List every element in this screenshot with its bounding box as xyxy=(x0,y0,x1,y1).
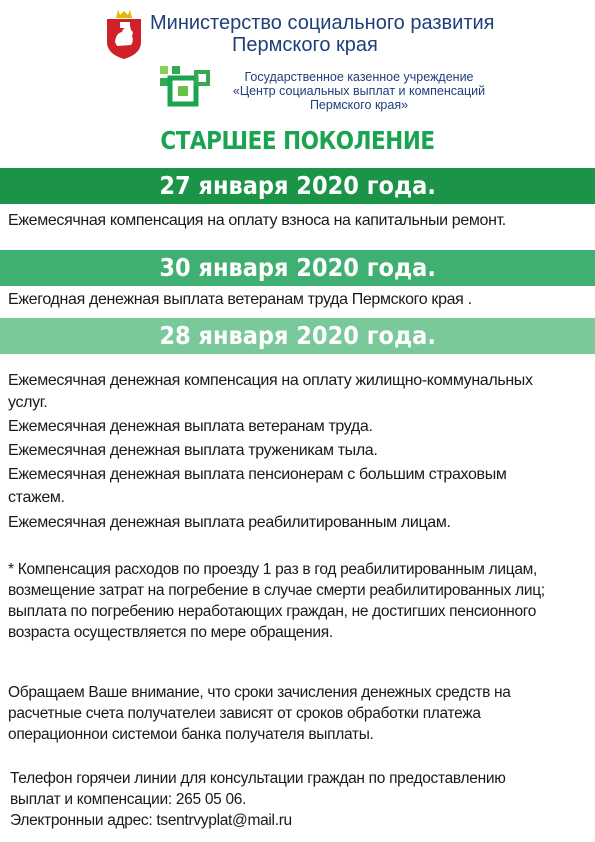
footnote-line: возмещение затрат на погребение в случае смерти реабилитированных лиц; xyxy=(8,582,545,599)
footnote-line: возраста осуществляется по мере обращения. xyxy=(8,624,333,641)
ministry-name xyxy=(150,12,530,56)
footnote-line: * Компенсация расходов по проезду 1 раз в год реабилитированным лицам, xyxy=(8,561,538,578)
footnote xyxy=(8,559,588,643)
payment-item: Ежемесячная денежная выплата реабилитированным лицам. xyxy=(8,514,451,531)
center-line-2: «Центр социальных выплат и компенсаций xyxy=(232,84,486,98)
center-line-3: Пермского края» xyxy=(309,98,409,112)
payment-item: Ежемесячная денежная компенсация на оплату жилищно-коммунальных xyxy=(8,372,533,389)
date-band-3-label: 28 января 2020 года. xyxy=(159,321,436,350)
payment-item: Ежемесячная денежная выплата пенсионерам с большим страховым xyxy=(8,466,507,483)
center-logo xyxy=(158,64,214,108)
ministry-line-2: Пермского края xyxy=(232,34,378,56)
notice xyxy=(8,682,588,745)
payment-item: Ежемесячная денежная выплата труженикам тыла. xyxy=(8,442,378,459)
date-band-2 xyxy=(0,250,595,286)
email-line: Электронныи адрес: tsentrvyplat@mail.ru xyxy=(10,812,292,829)
notice-line: расчетные счета получателеи зависят от сроков обработки платежа xyxy=(8,705,481,722)
footnote-line: выплата по погребению неработающих граждан, не достигших пенсионного xyxy=(8,603,537,620)
payment-item: услуг. xyxy=(8,394,48,411)
notice-line: Обращаем Ваше внимание, что сроки зачисления денежных средств на xyxy=(8,684,511,701)
payment-item: Ежемесячная компенсация на оплату взноса на капитальныи ремонт. xyxy=(8,212,506,229)
contacts xyxy=(10,768,590,831)
payment-item: Ежемесячная денежная выплата ветеранам труда. xyxy=(8,418,373,435)
date-band-1 xyxy=(0,168,595,204)
center-line-1: Государственное казенное учреждение xyxy=(244,70,474,84)
ministry-line-1: Министерство социального развития xyxy=(150,12,495,34)
date-band-1-label: 27 января 2020 года. xyxy=(159,171,436,200)
payment-item: Ежегодная денежная выплата ветеранам труда Пермского края . xyxy=(8,291,472,308)
notice-line: операционнои системои банка получателя выплаты. xyxy=(8,726,374,743)
perm-coat-of-arms-logo xyxy=(104,8,144,60)
hotline-line: выплат и компенсации: 265 05 06. xyxy=(10,791,247,808)
page-title: СТАРШЕЕ ПОКОЛЕНИЕ xyxy=(160,126,435,155)
date-band-2-label: 30 января 2020 года. xyxy=(159,253,436,282)
center-name xyxy=(214,70,504,112)
hotline-line: Телефон горячеи линии для консультации граждан по предоставлению xyxy=(10,770,506,787)
date-band-3 xyxy=(0,318,595,354)
payment-item: стажем. xyxy=(8,489,65,506)
